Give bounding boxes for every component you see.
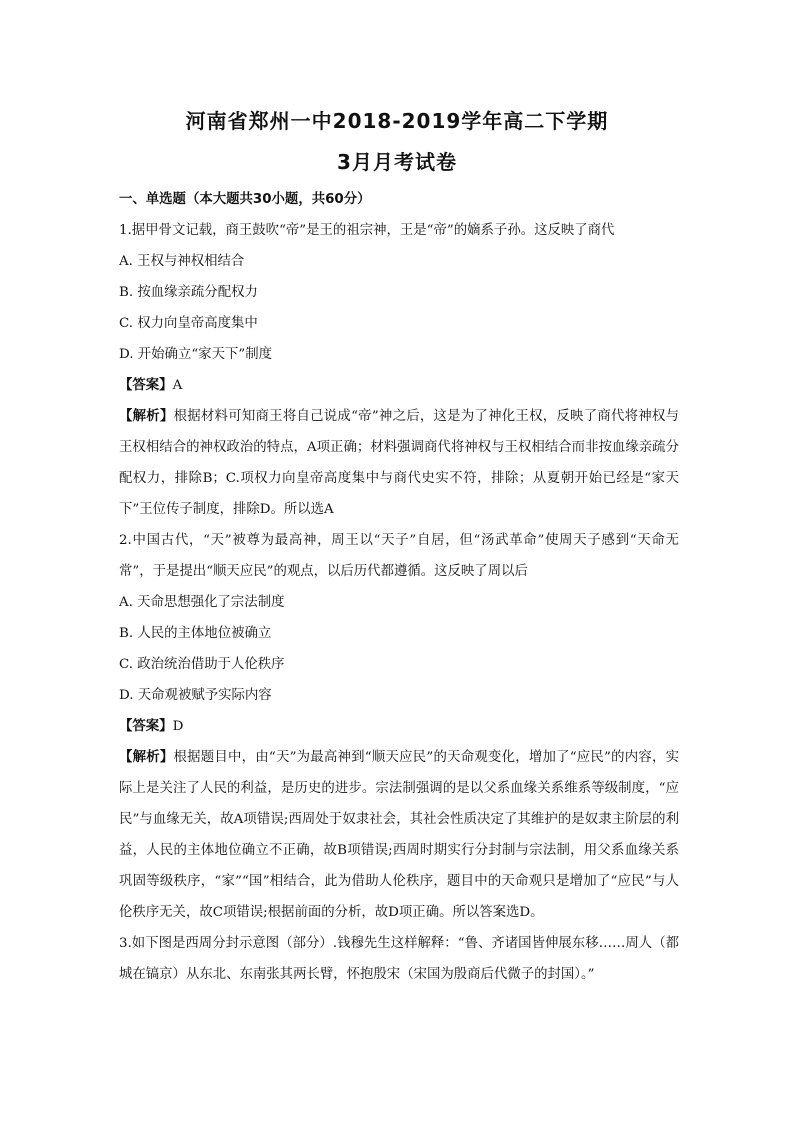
- question-2-analysis: [119, 742, 679, 928]
- answer-value: A: [172, 378, 183, 393]
- question-2-option-a: A. 天命思想强化了宗法制度: [119, 595, 285, 610]
- question-2-option-c: C. 政治统治借助于人伦秩序: [119, 657, 285, 672]
- analysis-text: 根据题目中，由“天”为最高神到“顺天应民”的天命观变化，增加了“应民”的内容，实际上是关注了人民的利益，是历史的进步。宗法制强调的是以父系血缘关系维系等级制度，“应民”与血缘无关，故A项错误;西周处于奴隶社会，其社会性质决定了其维护的是奴隶主阶层的利益，人民的主体地位确立不正确，故B项错误;西周时期实行分封制与宗法制，用父系血缘关系巩固等级秩序，“家”“国”相结合，此为借助人伦秩序，题目中的天命观只是增加了“应民”与人伦秩序无关，故C项错误;根据前面的分析，故D项正确。所以答案选D。: [119, 750, 679, 920]
- section-heading: 一、单选题（本大题共30小题，共60分）: [119, 192, 371, 207]
- answer-label: 【答案】: [119, 378, 173, 393]
- question-2-answer: [119, 711, 679, 742]
- question-1-option-b: B. 按血缘亲疏分配权力: [119, 285, 258, 300]
- question-1-option-a: A. 王权与神权相结合: [119, 254, 245, 269]
- question-1-stem: 1.据甲骨文记载，商王鼓吹“帝”是王的祖宗神，王是“帝”的嫡系子孙。这反映了商代: [119, 223, 615, 238]
- document-title-line1: 河南省郑州一中2018-2019学年高二下学期: [185, 109, 609, 133]
- analysis-label: 【解析】: [119, 409, 174, 424]
- question-1-option-d: D. 开始确立“家天下”制度: [119, 347, 272, 362]
- question-1-option-c: C. 权力向皇帝高度集中: [119, 316, 258, 331]
- question-2-option-d: D. 天命观被赋予实际内容: [119, 688, 272, 703]
- answer-label: 【答案】: [119, 719, 173, 734]
- question-2-stem: 2.中国古代，“天”被尊为最高神，周王以“天子”自居，但“汤武革命”使周天子感到“天命无常”，于是提出“顺天应民”的观点，以后历代都遵循。这反映了周以后: [119, 533, 679, 579]
- analysis-label: 【解析】: [119, 750, 174, 765]
- question-2-option-b: B. 人民的主体地位被确立: [119, 626, 272, 641]
- answer-value: D: [172, 719, 184, 734]
- question-1-analysis: [119, 401, 679, 525]
- document-body: [119, 184, 679, 990]
- document-title-line2: 3月月考试卷: [337, 150, 457, 174]
- analysis-text: 根据材料可知商王将自己说成“帝”神之后，这是为了神化王权，反映了商代将神权与王权相结合的神权政治的特点，A项正确；材料强调商代将神权与王权相结合而非按血缘亲疏分配权力，排除B；C.项权力向皇帝高度集中与商代史实不符，排除；从夏朝开始已经是“家天下”王位传子制度，排除D。所以选A: [119, 409, 679, 517]
- question-1-answer: [119, 370, 679, 401]
- question-3-stem: 3.如下图是西周分封示意图（部分）.钱穆先生这样解释：“鲁、齐诸国皆伸展东移……周人（都城在镐京）从东北、东南张其两长臂，怀抱殷宋（宋国为殷商后代微子的封国）。”: [119, 936, 679, 982]
